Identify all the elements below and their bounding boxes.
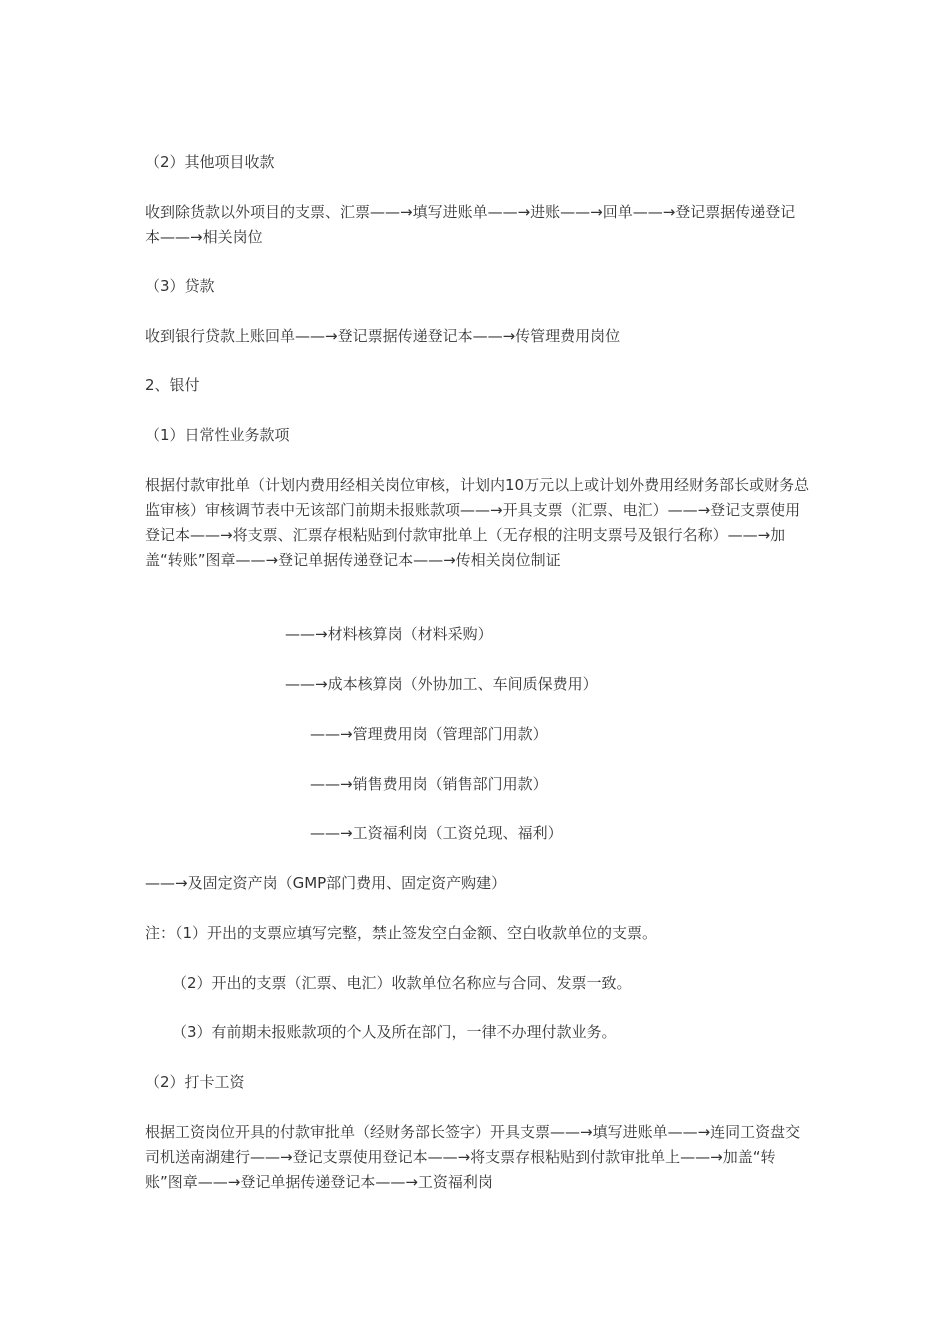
paragraph-other-receipts: 收到除货款以外项目的支票、汇票——→填写进账单——→进账——→回单——→登记票据传递登记本——→相关岗位 <box>145 203 796 246</box>
route-item: ——→及固定资产岗（GMP部门费用、固定资产购建） <box>145 874 507 892</box>
section-heading-payroll-card: （2）打卡工资 <box>145 1073 245 1091</box>
route-item: ——→管理费用岗（管理部门用款） <box>310 725 548 743</box>
section-heading-loans: （3）贷款 <box>145 277 215 295</box>
route-item: ——→材料核算岗（材料采购） <box>285 625 493 643</box>
route-item: ——→成本核算岗（外协加工、车间质保费用） <box>285 675 598 693</box>
note-item: （2）开出的支票（汇票、电汇）收款单位名称应与合同、发票一致。 <box>172 974 632 992</box>
route-item: ——→销售费用岗（销售部门用款） <box>310 775 548 793</box>
section-heading-other-receipts: （2）其他项目收款 <box>145 153 275 171</box>
paragraph-loans: 收到银行贷款上账回单——→登记票据传递登记本——→传管理费用岗位 <box>145 327 621 345</box>
paragraph-daily-business: 根据付款审批单（计划内费用经相关岗位审核，计划内10万元以上或计划外费用经财务部长或财务总监审核）审核调节表中无该部门前期未报账款项——→开具支票（汇票、电汇）——→登记支票使用登记本——→将支票、汇票存根粘贴到付款审批单上（无存根的注明支票号及银行名称）——→加盖“转账”图章——→登记单据传递登记本——→传相关岗位制证 <box>145 476 810 569</box>
note-item: （3）有前期未报账款项的个人及所在部门，一律不办理付款业务。 <box>172 1023 617 1041</box>
note-item: 注：（1）开出的支票应填写完整，禁止签发空白金额、空白收款单位的支票。 <box>145 924 658 942</box>
section-heading-daily-business: （1）日常性业务款项 <box>145 426 290 444</box>
paragraph-payroll-card: 根据工资岗位开具的付款审批单（经财务部长签字）开具支票——→填写进账单——→连同工资盘交司机送南湖建行——→登记支票使用登记本——→将支票存根粘贴到付款审批单上——→加盖“转账”图章——→登记单据传递登记本——→工资福利岗 <box>145 1123 801 1191</box>
section-heading-bank-payment: 2、银付 <box>145 376 200 394</box>
route-item: ——→工资福利岗（工资兑现、福利） <box>310 824 563 842</box>
